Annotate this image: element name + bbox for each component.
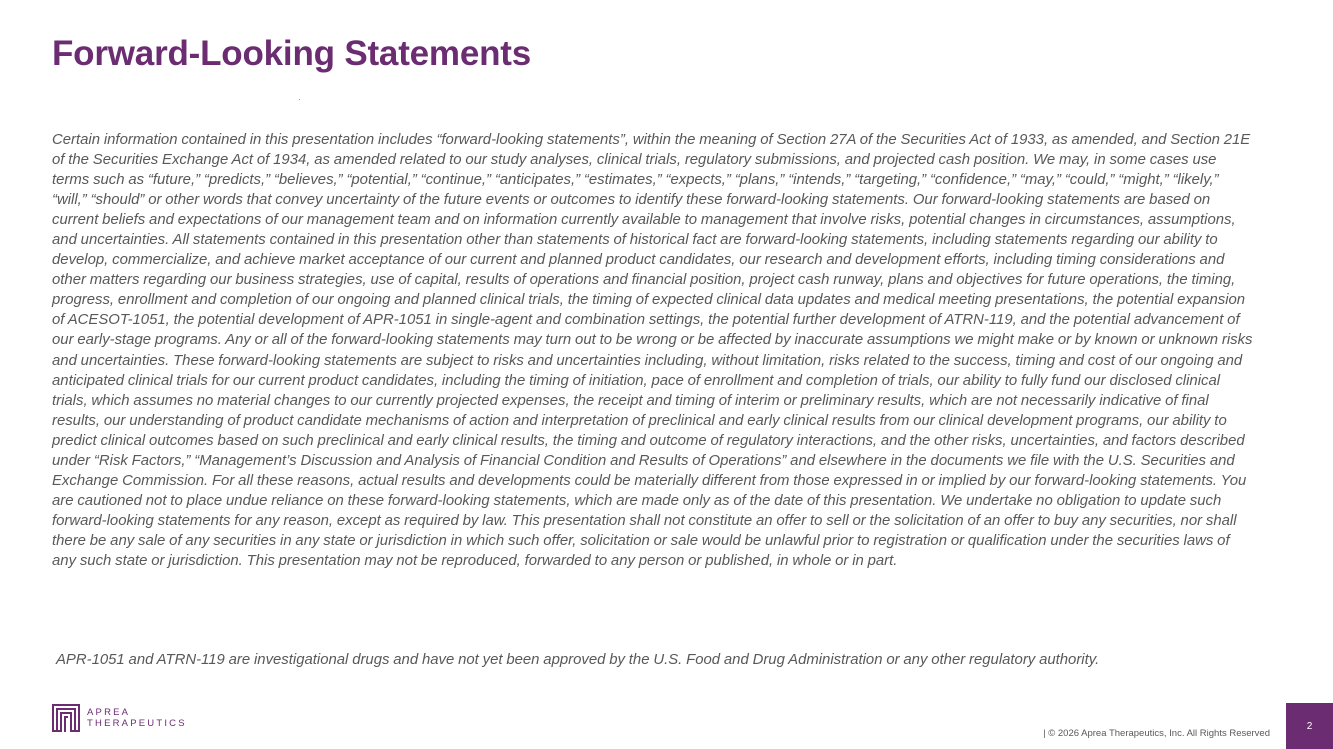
logo-wordmark-line1: APREA: [87, 707, 131, 718]
company-logo: [51, 703, 187, 733]
logo-wordmark: [87, 707, 187, 729]
decorative-dot: [299, 99, 300, 100]
page-number: 2: [1306, 720, 1313, 732]
page-number-badge: [1286, 703, 1333, 749]
aprea-logo-mark-icon: [51, 703, 81, 733]
slide-title: Forward-Looking Statements: [52, 34, 532, 73]
copyright-notice: | © 2026 Aprea Therapeutics, Inc. All Rights Reserved: [1043, 728, 1270, 739]
forward-looking-body-text: Certain information contained in this presentation includes “forward-looking statements”, within the meaning of Section 27A of the Securities Act of 1933, as amended, and Section 21E of the Securities Exchange Act of 1934, as amended related to our study analyses, clinical trials, regulatory submissions, and projected cash position. We may, in some cases use terms such as “future,” “predicts,” “believes,” “potential,” “continue,” “anticipates,” “estimates,” “expects,” “plans,” “intends,” “targeting,” “confidence,” “may,” “could,” “might,” “likely,” “will,” “should” or other words that convey uncertainty of the future events or outcomes to identify these forward-looking statements. Our forward-looking statements are based on current beliefs and expectations of our management team and on information currently available to management that involve risks, potential changes in circumstances, assumptions, and uncertainties. All statements contained in this presentation other than statements of historical fact are forward-looking statements, including statements regarding our ability to develop, commercialize, and achieve market acceptance of our current and planned product candidates, our research and development efforts, including timing considerations and other matters regarding our business strategies, use of capital, results of operations and financial position, project cash runway, plans and objectives for future operations, the timing, progress, enrollment and completion of our ongoing and planned clinical trials, the timing of expected clinical data updates and medical meeting presentations, the potential expansion of ACESOT-1051, the potential development of APR-1051 in single-agent and combination settings, the potential further development of ATRN-119, and the potential advancement of our early-stage programs. Any or all of the forward-looking statements may turn out to be wrong or be affected by inaccurate assumptions we might make or by known or unknown risks and uncertainties. These forward-looking statements are subject to risks and uncertainties including, without limitation, risks related to the success, timing and cost of our ongoing and anticipated clinical trials for our current product candidates, including the timing of initiation, pace of enrollment and completion of trials, our ability to fully fund our disclosed clinical trials, which assumes no material changes to our currently projected expenses, the receipt and timing of interim or preliminary results, which are not necessarily indicative of final results, our understanding of product candidate mechanisms of action and interpretation of preclinical and early clinical results from our clinical development programs, our ability to predict clinical outcomes based on such preclinical and early clinical results, the timing and outcome of regulatory interactions, and the other risks, uncertainties, and factors described under “Risk Factors,” “Management’s Discussion and Analysis of Financial Condition and Results of Operations” and elsewhere in the documents we file with the U.S. Securities and Exchange Commission. For all these reasons, actual results and developments could be materially different from those expressed in or implied by our forward-looking statements. You are cautioned not to place undue reliance on these forward-looking statements, which are made only as of the date of this presentation. We undertake no obligation to update such forward-looking statements for any reason, except as required by law. This presentation shall not constitute an offer to sell or the solicitation of an offer to buy any securities, nor shall there be any sale of any securities in any state or jurisdiction in which such offer, solicitation or sale would be unlawful prior to registration or qualification under the securities laws of any such state or jurisdiction. This presentation may not be reproduced, forwarded to any person or published, in whole or in part.: [52, 132, 1253, 569]
logo-wordmark-line2: THERAPEUTICS: [87, 718, 187, 729]
investigational-disclaimer: APR-1051 and ATRN-119 are investigational drugs and have not yet been approved by the U.S. Food and Drug Administration or any other regulatory authority.: [56, 652, 1100, 668]
